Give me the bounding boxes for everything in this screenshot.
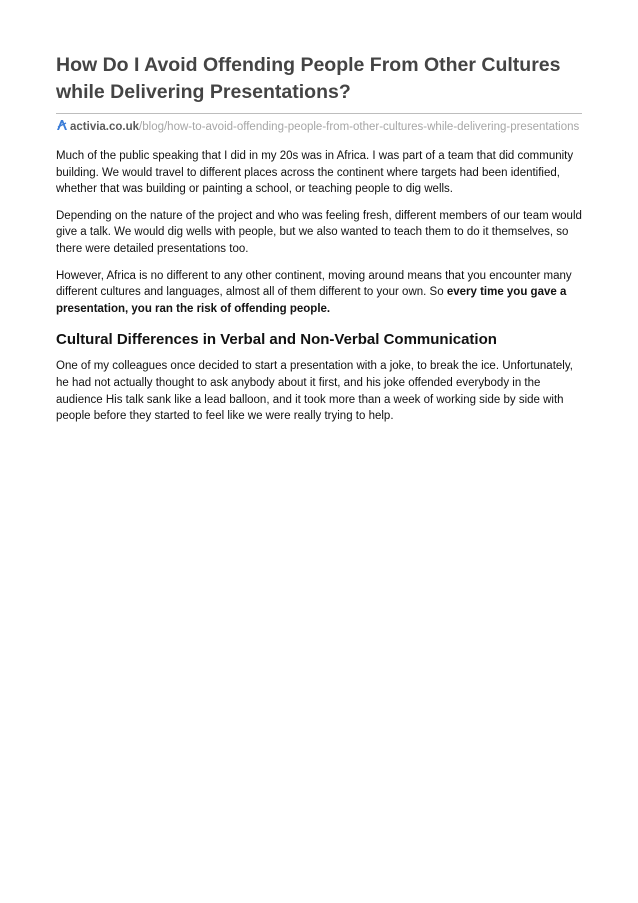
title-divider — [56, 113, 582, 114]
paragraph-1: Much of the public speaking that I did in my 20s was in Africa. I was part of a team that did community building. We would travel to different places across the continent where targets had been identified, whether that was building or painting a school, or teaching people to dig wells. — [56, 150, 574, 196]
article — [56, 52, 582, 425]
paragraph-3-text: However, Africa is no different to any other continent, moving around means that you encounter many different cultures and languages, almost all of them different to your own. So — [56, 269, 572, 299]
paragraph-3 — [56, 268, 582, 318]
page-title: How Do I Avoid Offending People From Other Cultures while Delivering Presentations? — [56, 54, 561, 103]
paragraph-4: One of my colleagues once decided to start a presentation with a joke, to break the ice. Unfortunately, he had not actually thought to ask anybody about it first, and his joke offended everybody in the audience His talk sank like a lead balloon, and it took more than a week of working side by side with people before they started to feel like we were really trying to help. — [56, 360, 573, 423]
paragraph-3-bold: every time you gave a presentation, you ran the risk of offending people. — [56, 286, 567, 315]
activia-logo-icon — [56, 119, 68, 131]
source-path[interactable]: /blog/how-to-avoid-offending-people-from-other-cultures-while-delivering-presentations — [139, 121, 580, 133]
source-line[interactable] — [56, 119, 582, 135]
source-domain[interactable]: activia.co.uk — [70, 121, 140, 133]
paragraph-2: Depending on the nature of the project and who was feeling fresh, different members of our team would give a talk. We would dig wells with people, but we also wanted to teach them to do it themselves, so there were detailed presentations too. — [56, 209, 582, 255]
section-heading: Cultural Differences in Verbal and Non-Verbal Communication — [56, 331, 497, 349]
